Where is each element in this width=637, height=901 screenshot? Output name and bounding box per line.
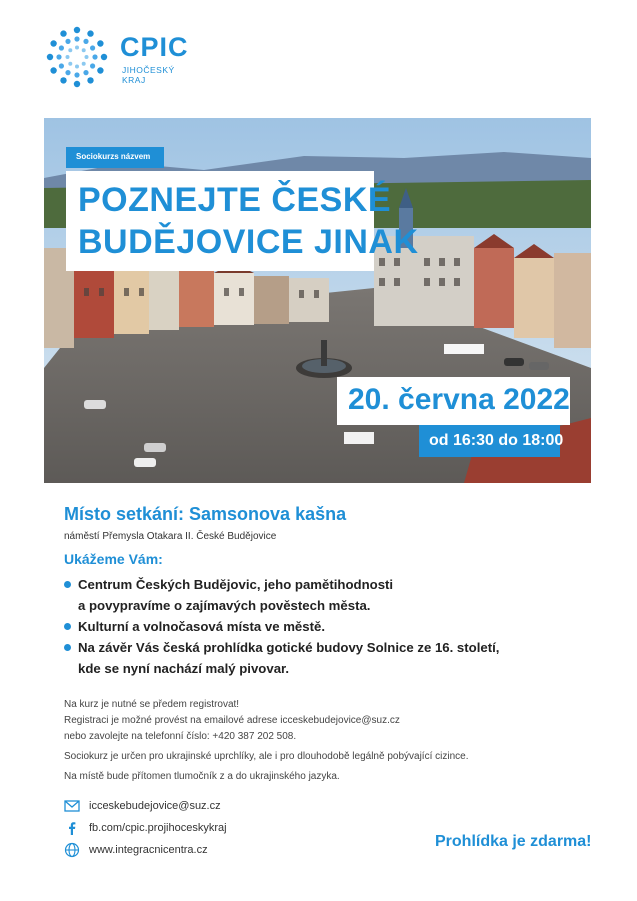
time-box	[419, 425, 564, 457]
list-item	[64, 637, 564, 679]
info-line: nebo zavolejte na telefonní číslo: +420 387 202 508.	[64, 731, 297, 742]
logo-title: CPIC	[120, 32, 189, 62]
globe-icon	[64, 842, 80, 858]
web-link[interactable]: www.integracnicentra.cz	[89, 844, 208, 856]
course-label: Sociokurzs názvem	[66, 147, 164, 168]
info-line: Na kurz je nutné se předem registrovat!	[64, 699, 240, 710]
info-line: Sociokurz je určen pro ukrajinské uprchlíky, ale i pro dlouhodobě legálně pobývající cizince.	[64, 751, 469, 762]
title-box	[66, 171, 419, 271]
title-line-1: POZNEJTE ČESKÉ	[78, 181, 392, 219]
email-link[interactable]: icceskebudejovice@suz.cz	[89, 800, 221, 812]
info-line: Na místě bude přítomen tlumočník z a do ukrajinského jazyka.	[64, 771, 340, 782]
title-line-2: BUDĚJOVICE JINAK	[78, 223, 419, 261]
bullet-icon	[64, 644, 71, 651]
list-item-line: Centrum Českých Budějovic, jeho pamětihodnosti	[78, 577, 394, 592]
logo-dots-icon	[44, 24, 110, 90]
list-item	[64, 574, 564, 616]
free-tour-note: Prohlídka je zdarma!	[435, 833, 592, 850]
envelope-icon	[64, 798, 80, 814]
bullet-icon	[64, 581, 71, 588]
meeting-point-address: náměstí Přemysla Otakara II. České Budějovice	[64, 531, 277, 542]
bullet-icon	[64, 623, 71, 630]
registration-info	[64, 697, 584, 785]
date-box	[337, 377, 570, 425]
list-item-line: Na závěr Vás česká prohlídka gotické budovy Solnice ze 16. století,	[78, 640, 500, 655]
cpic-logo	[44, 24, 204, 94]
logo-subtitle: JIHOČESKÝ KRAJ	[122, 65, 175, 85]
event-date: 20. června 2022	[348, 383, 570, 416]
event-time: od 16:30 do 18:00	[429, 432, 564, 449]
meeting-point-title: Místo setkání: Samsonova kašna	[64, 504, 347, 524]
list-item-line: a povypravíme o zajímavých pověstech města.	[78, 598, 371, 613]
list-item	[64, 616, 564, 637]
facebook-link[interactable]: fb.com/cpic.projihoceskykraj	[89, 822, 227, 834]
list-item-line: Kulturní a volnočasová místa ve městě.	[78, 619, 325, 634]
list-item-line: kde se nyní nachází malý pivovar.	[78, 661, 290, 676]
info-line: Registraci je možné provést na emailové adrese icceskebudejovice@suz.cz	[64, 715, 400, 726]
program-title: Ukážeme Vám:	[64, 551, 163, 567]
program-list	[64, 574, 564, 679]
facebook-icon	[64, 820, 80, 836]
